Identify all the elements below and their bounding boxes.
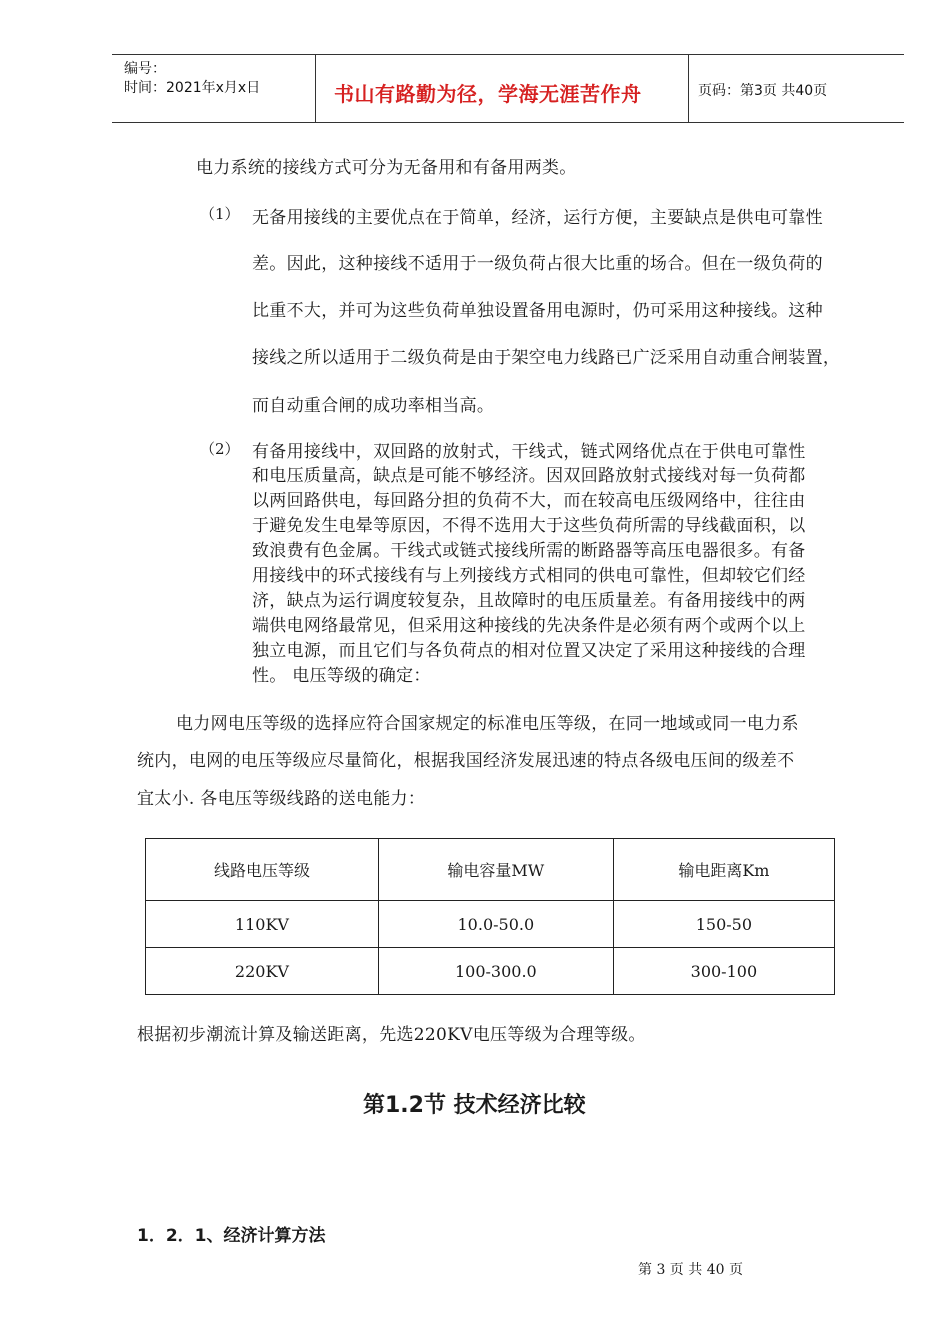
- item-2-number: （2）: [200, 440, 240, 458]
- header-divider-left: [315, 54, 316, 122]
- item-2-line: 端供电网络最常见，但采用这种接线的先决条件是必须有两个或两个以上: [252, 616, 806, 636]
- item-2-line: 独立电源，而且它们与各负荷点的相对位置又决定了采用这种接线的合理: [252, 641, 806, 661]
- table-cell: 150-50: [613, 901, 834, 948]
- page-footer: 第 3 页 共 40 页: [638, 1262, 743, 1278]
- item-1-line: 无备用接线的主要优点在于简单，经济，运行方便，主要缺点是供电可靠性: [252, 208, 823, 228]
- table-header-cell: 线路电压等级: [146, 839, 379, 901]
- header-number-label: 编号：: [124, 61, 166, 77]
- header-time-label: 时间：2021年x月x日: [124, 80, 261, 96]
- table-row: [146, 948, 835, 995]
- item-2-line: 致浪费有色金属。干线式或链式接线所需的断路器等高压电器很多。有备: [252, 541, 806, 561]
- table-header-row: [146, 839, 835, 901]
- table-row: [146, 901, 835, 948]
- header-top-rule: [112, 54, 904, 55]
- voltage-paragraph-line: 电力网电压等级的选择应符合国家规定的标准电压等级，在同一地域或同一电力系: [176, 714, 799, 734]
- table-header-cell: 输电容量MW: [378, 839, 613, 901]
- item-1-line: 比重不大，并可为这些负荷单独设置备用电源时，仍可采用这种接线。这种: [252, 301, 823, 321]
- item-1-line: 接线之所以适用于二级负荷是由于架空电力线路已广泛采用自动重合闸装置，: [252, 348, 841, 368]
- item-2-line: 于避免发生电晕等原因，不得不选用大于这些负荷所需的导线截面积，以: [252, 516, 806, 536]
- table-cell: 300-100: [613, 948, 834, 995]
- table-cell: 100-300.0: [378, 948, 613, 995]
- header-motto: 书山有路勤为径，学海无涯苦作舟: [334, 82, 642, 106]
- item-2-line: 用接线中的环式接线有与上列接线方式相同的供电可靠性，但却较它们经: [252, 566, 806, 586]
- item-1-line: 差。因此，这种接线不适用于一级负荷占很大比重的场合。但在一级负荷的: [252, 254, 823, 274]
- table-cell: 110KV: [146, 901, 379, 948]
- item-2-line: 和电压质量高，缺点是可能不够经济。因双回路放射式接线对每一负荷都: [252, 466, 806, 486]
- header-page-info: 页码：第3页 共40页: [698, 83, 828, 99]
- table-cell: 10.0-50.0: [378, 901, 613, 948]
- voltage-paragraph-line: 宜太小. 各电压等级线路的送电能力：: [137, 789, 426, 809]
- table-cell: 220KV: [146, 948, 379, 995]
- item-2-line: 性。 电压等级的确定：: [252, 666, 431, 686]
- subsection-title: 1．2．1、经济计算方法: [137, 1226, 326, 1246]
- voltage-paragraph-line: 统内，电网的电压等级应尽量简化，根据我国经济发展迅速的特点各级电压间的级差不: [137, 751, 795, 771]
- conclusion-paragraph: 根据初步潮流计算及输送距离，先选220KV电压等级为合理等级。: [137, 1025, 646, 1045]
- item-2-line: 以两回路供电，每回路分担的负荷不大，而在较高电压级网络中，往往由: [252, 491, 806, 511]
- intro-paragraph: 电力系统的接线方式可分为无备用和有备用两类。: [196, 158, 577, 178]
- transmission-capacity-table: [145, 838, 835, 995]
- table-header-cell: 输电距离Km: [613, 839, 834, 901]
- item-1-line: 而自动重合闸的成功率相当高。: [252, 396, 495, 416]
- header-bottom-rule: [112, 122, 904, 123]
- header-divider-right: [688, 54, 689, 122]
- section-title: 第1.2节 技术经济比较: [363, 1093, 586, 1118]
- item-2-line: 济，缺点为运行调度较复杂，且故障时的电压质量差。有备用接线中的两: [252, 591, 806, 611]
- item-2-line: 有备用接线中，双回路的放射式，干线式，链式网络优点在于供电可靠性: [252, 442, 806, 462]
- item-1-number: （1）: [200, 205, 240, 223]
